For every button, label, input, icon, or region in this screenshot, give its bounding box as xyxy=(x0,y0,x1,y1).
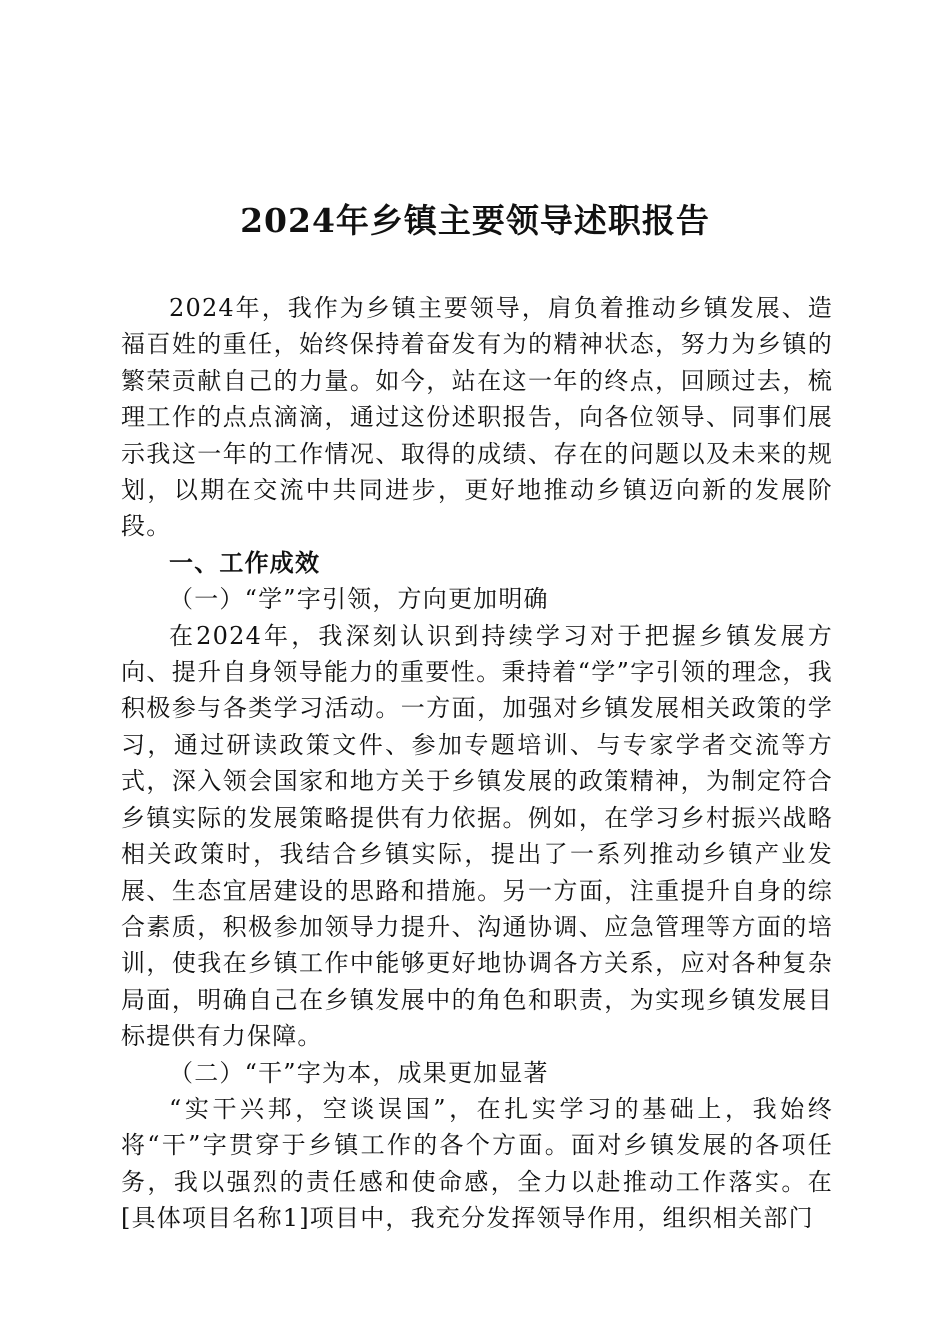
subsection-heading-learning: （一）“学”字引领，方向更加明确 xyxy=(169,585,549,614)
section-heading-work-results: 一、工作成效 xyxy=(169,547,321,577)
intro-paragraph: 2024年，我作为乡镇主要领导，肩负着推动乡镇发展、造福百姓的重任，始终保持着奋发有为的精神状态，努力为乡镇的繁荣贡献自己的力量。如今，站在这一年的终点，回顾过去，梳理工作的点点滴滴，通过这份述职报告，向各位领导、同事们展示我这一年的工作情况、取得的成绩、存在的问题以及未来的规划，以期在交流中共同进步，更好地推动乡镇迈向新的发展阶段。 xyxy=(121,294,833,541)
learning-paragraph: 在2024年，我深刻认识到持续学习对于把握乡镇发展方向、提升自身领导能力的重要性。秉持着“学”字引领的理念，我积极参与各类学习活动。一方面，加强对乡镇发展相关政策的学习，通过研读政策文件、参加专题培训、与专家学者交流等方式，深入领会国家和地方关于乡镇发展的政策精神，为制定符合乡镇实际的发展策略提供有力依据。例如，在学习乡村振兴战略相关政策时，我结合乡镇实际，提出了一系列推动乡镇产业发展、生态宜居建设的思路和措施。另一方面，注重提升自身的综合素质，积极参加领导力提升、沟通协调、应急管理等方面的培训，使我在乡镇工作中能够更好地协调各方关系，应对各种复杂局面，明确自己在乡镇发展中的角色和职责，为实现乡镇发展目标提供有力保障。 xyxy=(121,621,833,1051)
doing-paragraph: “实干兴邦，空谈误国”，在扎实学习的基础上，我始终将“干”字贯穿于乡镇工作的各个方面。面对乡镇发展的各项任务，我以强烈的责任感和使命感，全力以赴推动工作落实。在[具体项目名称1]项目中，我充分发挥领导作用，组织相关部门 xyxy=(121,1094,833,1233)
document-title: 2024年乡镇主要领导述职报告 xyxy=(240,201,710,240)
document-body xyxy=(121,290,833,1237)
subsection-heading-doing: （二）“干”字为本，成果更加显著 xyxy=(169,1058,549,1087)
